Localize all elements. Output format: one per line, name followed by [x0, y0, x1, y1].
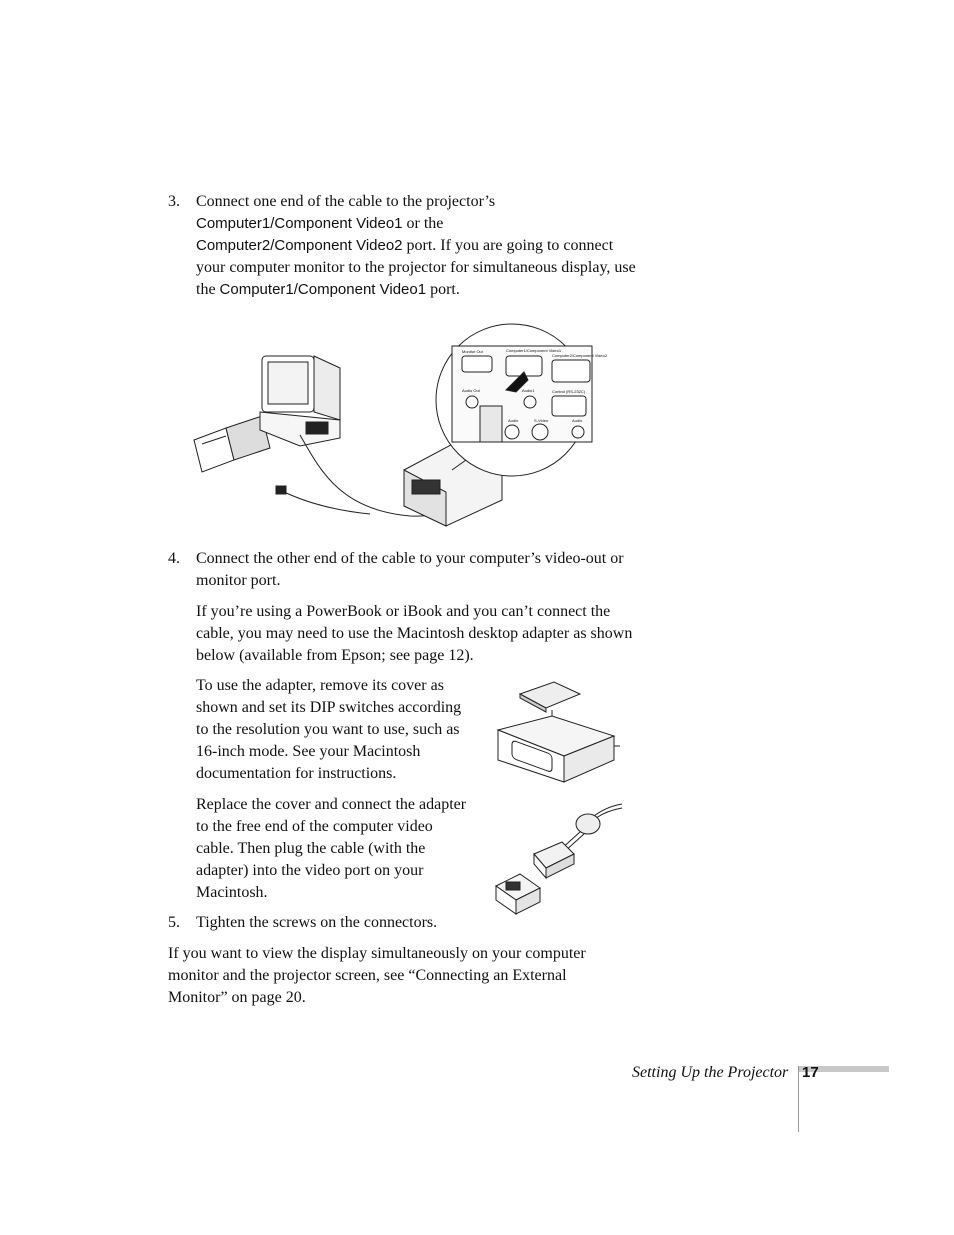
label-audio: Audio — [508, 418, 519, 423]
step-3 — [168, 191, 636, 301]
cover-instructions: Replace the cover and connect the adapter to the free end of the computer video cable. Then plug the cable (with the adapter) into the video port on your Macintosh. — [196, 796, 467, 901]
step-4 — [168, 548, 636, 592]
page-number: 17 — [802, 1064, 819, 1081]
step-text: port. — [426, 281, 460, 298]
step-5-text: Tighten the screws on the connectors. — [196, 914, 438, 931]
label-computer2: Computer2/Component Video2 — [552, 353, 608, 358]
step-text: port. If you are going to connect your computer monitor to the projector for simultaneous display, use the — [196, 237, 636, 298]
section-title: Setting Up the Projector — [632, 1064, 789, 1081]
label-audio-out: Audio Out — [462, 388, 480, 393]
step-number: 5. — [168, 914, 180, 931]
port-name: Computer1/Component Video1 — [196, 215, 403, 232]
adapter-illustration — [490, 680, 630, 790]
monitor-icon — [260, 356, 340, 446]
label-computer1: Computer1/Component Video1 — [506, 348, 562, 353]
connection-illustration — [190, 320, 610, 530]
step-text: or the — [402, 215, 444, 232]
step-5 — [168, 912, 636, 934]
page-divider — [798, 1066, 799, 1132]
label-monitor-out: Monitor Out — [462, 349, 483, 354]
step-number: 3. — [168, 193, 180, 210]
label-svideo: S-Video — [534, 418, 549, 423]
label-control: Control (RS-232C) — [552, 389, 586, 394]
closing-paragraph: If you want to view the display simultaneously on your computer monitor and the projector screen, see “Connecting an External Monitor” on page 20. — [168, 945, 586, 1006]
label-audio1: Audio1 — [522, 388, 535, 393]
cable-adapter-illustration — [490, 798, 630, 920]
powerbook-note: If you’re using a PowerBook or iBook and you can’t connect the cable, you may need to use the Macintosh desktop adapter as shown below (available from Epson; see page 12). — [196, 603, 633, 664]
step-3-text — [196, 191, 636, 301]
step-4-text: Connect the other end of the cable to your computer’s video-out or monitor port. — [196, 550, 624, 589]
port-closeup — [436, 324, 592, 476]
port-name: Computer2/Component Video2 — [196, 237, 403, 254]
laptop-icon — [194, 416, 270, 472]
step-text: Connect one end of the cable to the projector’s — [196, 193, 496, 210]
label-audio-r: Audio — [572, 418, 583, 423]
adapter-instructions: To use the adapter, remove its cover as shown and set its DIP switches according to the resolution you want to use, such as 16-inch mode. See your Macintosh documentation for instructions. — [196, 677, 462, 782]
port-name: Computer1/Component Video1 — [219, 281, 427, 298]
step-number: 4. — [168, 550, 180, 567]
